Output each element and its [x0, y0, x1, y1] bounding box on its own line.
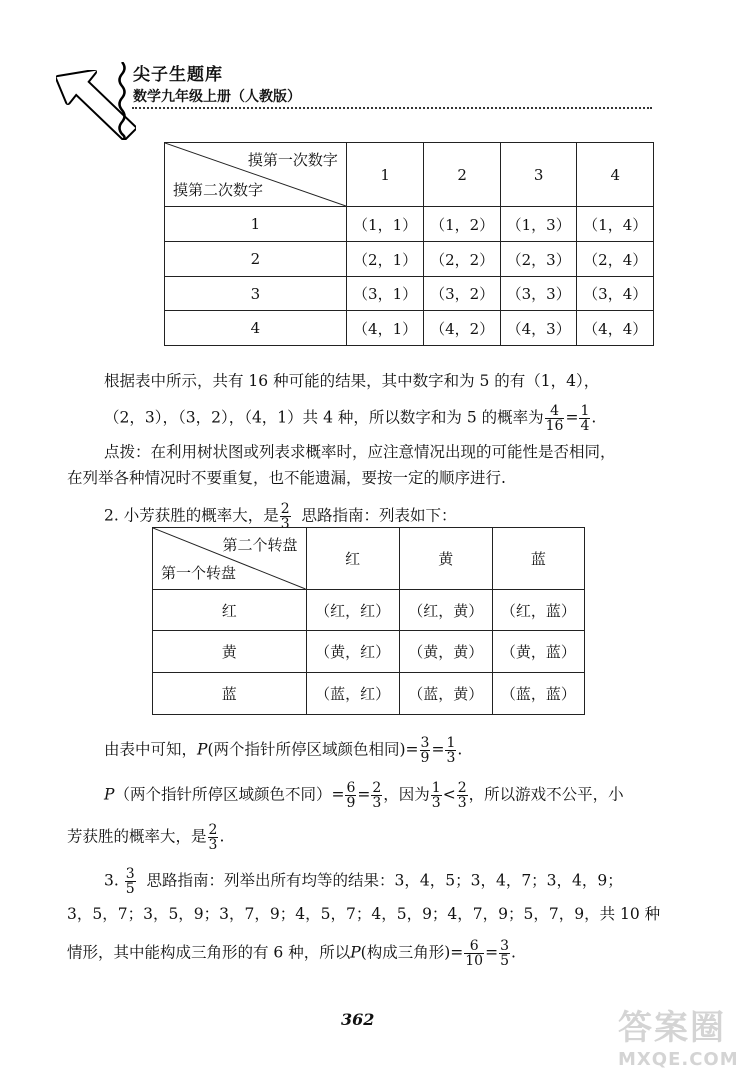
table-row [165, 311, 654, 346]
table1-col-header: 1 [346, 143, 424, 207]
table1-row-header: 4 [165, 311, 347, 346]
table1-cell: （3，3） [500, 277, 577, 311]
para2-line: 由表中可知，P(两个指针所停区域颜色相同)= $\frac{3}{9}$ = $\frac{1}{3}$ . [104, 735, 463, 766]
table1-cell: （2，1） [346, 242, 424, 277]
table2-cell: （红，蓝） [492, 590, 584, 631]
table-row [153, 590, 585, 631]
table1-cell: （4，3） [500, 311, 577, 346]
table1-corner-bottom: 摸第二次数字 [173, 181, 264, 199]
table1-cell: （2，2） [424, 242, 501, 277]
table1-row-header: 1 [165, 207, 347, 242]
book-title: 尖子生题库 [133, 65, 223, 85]
table2-row-header: 蓝 [153, 673, 307, 715]
table-row [165, 207, 654, 242]
header-wave-decoration [117, 62, 127, 140]
table1-cell: （4，1） [346, 311, 424, 346]
table2-cell: （黄，蓝） [492, 631, 584, 673]
table1-cell: （3，2） [424, 277, 501, 311]
table1-col-header: 4 [577, 143, 654, 207]
table1-corner-top: 摸第一次数字 [247, 151, 338, 169]
tip-line2: 在列举各种情况时不要重复，也不能遗漏，要按一定的顺序进行. [67, 469, 506, 487]
table-row [153, 631, 585, 673]
table1-cell: （3，1） [346, 277, 424, 311]
table2-col-header: 黄 [399, 528, 492, 590]
table2-cell: （蓝，黄） [399, 673, 492, 715]
book-subtitle: 数学九年级上册（人教版） [133, 89, 301, 105]
para1-line2: （2，3），（3，2），（4，1）共 4 种，所以数字和为 5 的概率为 $\frac{4}{16}$ = $\frac{1}{4}$ . [104, 403, 597, 434]
tip-line1: 点拨：在利用树状图或列表求概率时，应注意情况出现的可能性是否相同， [104, 443, 616, 461]
table1-corner [165, 143, 347, 207]
table1-col-header: 3 [500, 143, 577, 207]
table-row [153, 673, 585, 715]
table2-cell: （红，黄） [399, 590, 492, 631]
table-spinner-colors [152, 527, 585, 715]
table1-cell: （1，4） [577, 207, 654, 242]
table2-col-header: 红 [306, 528, 399, 590]
table2-cell: （黄，红） [306, 631, 399, 673]
watermark-logo: 答案圈 MXQE.COM [618, 1008, 739, 1070]
table2-corner-top: 第二个转盘 [222, 536, 298, 554]
table2-col-header: 蓝 [492, 528, 584, 590]
table2-cell: （蓝，红） [306, 673, 399, 715]
table1-cell: （2，4） [577, 242, 654, 277]
table1-cell: （4，2） [424, 311, 501, 346]
table1-cell: （1，2） [424, 207, 501, 242]
table1-col-header: 2 [424, 143, 501, 207]
q3-line3: 情形，其中能构成三角形的有 6 种，所以P(构成三角形)= $\frac{6}{10}$ = $\frac{3}{5}$ . [67, 938, 516, 969]
para3-line1: P（两个指针所停区域颜色不同）= $\frac{6}{9}$ = $\frac{2}{3}$ ，因为 $\frac{1}{3}$ < $\frac{2}{3}$ ，所以游戏不公平，小 [104, 780, 624, 811]
q3-line2: 3，5，7；3，5，9；3，7，9；4，5，7；4，5，9；4，7，9；5，7，9，共 10 种 [67, 905, 661, 923]
table2-cell: （黄，黄） [399, 631, 492, 673]
q3-line1: 3. $\frac{3}{5}$ 思路指南：列举出所有均等的结果：3，4，5；3，4，7；3，4，9； [104, 866, 623, 897]
table2-row-header: 红 [153, 590, 307, 631]
table2-row-header: 黄 [153, 631, 307, 673]
para3-line2: 芳获胜的概率大，是 $\frac{2}{3}$ . [67, 822, 225, 853]
table1-cell: （1，3） [500, 207, 577, 242]
q2-line: 2. 小芳获胜的概率大，是 $\frac{2}{3}$ 思路指南：列表如下： [104, 501, 457, 532]
table1-cell: （4，4） [577, 311, 654, 346]
header-dotted-rule [132, 107, 652, 109]
table2-corner [153, 528, 307, 590]
table2-cell: （蓝，蓝） [492, 673, 584, 715]
table2-corner-bottom: 第一个转盘 [161, 564, 237, 582]
table-row [165, 242, 654, 277]
table1-cell: （3，4） [577, 277, 654, 311]
table1-row-header: 3 [165, 277, 347, 311]
table1-row-header: 2 [165, 242, 347, 277]
table-number-draws [164, 142, 654, 346]
table1-cell: （1，1） [346, 207, 424, 242]
para1-line1: 根据表中所示，共有 16 种可能的结果，其中数字和为 5 的有（1，4）， [104, 372, 600, 390]
table-row [165, 277, 654, 311]
table2-cell: （红，红） [306, 590, 399, 631]
page-number: 362 [341, 1010, 375, 1029]
table1-cell: （2，3） [500, 242, 577, 277]
